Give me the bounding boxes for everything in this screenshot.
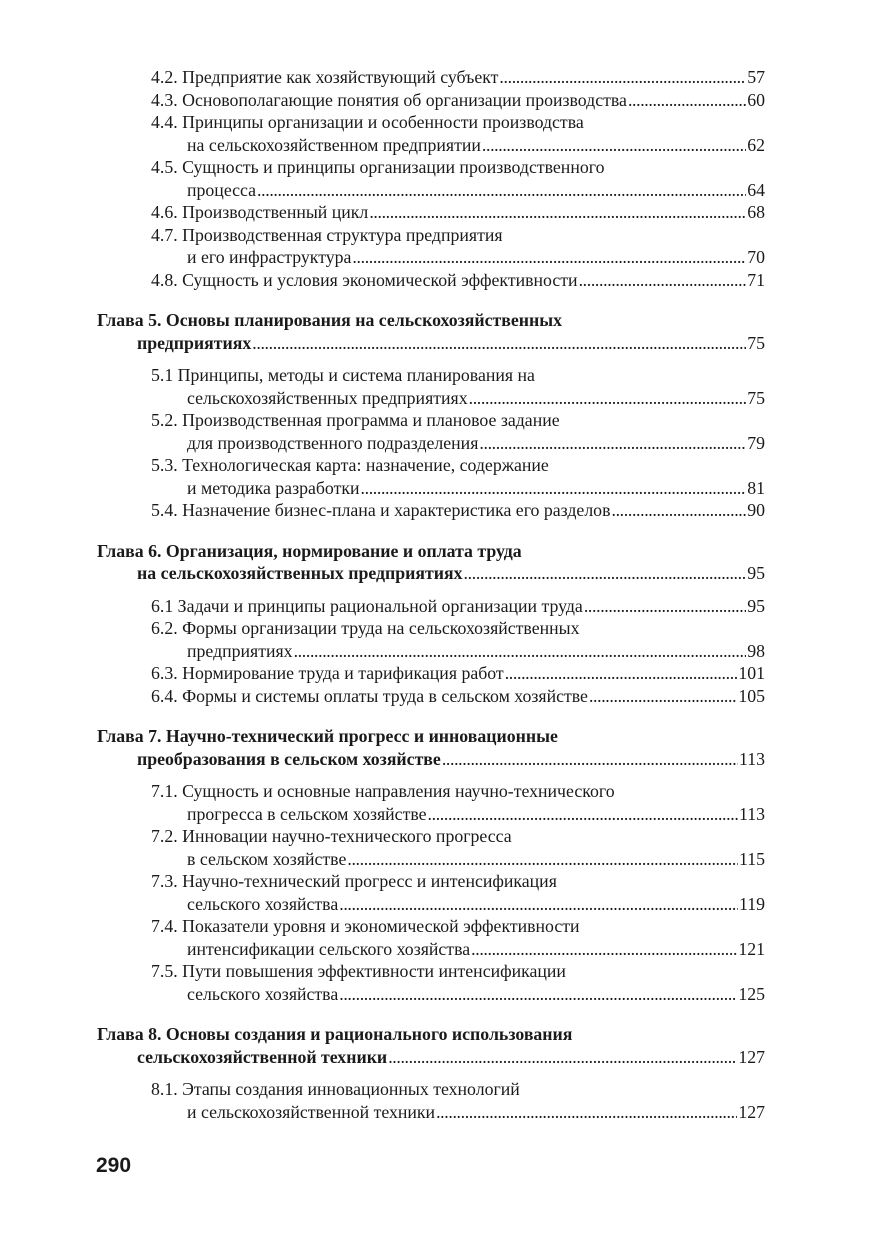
toc-page-number: 125 <box>738 983 765 1004</box>
toc-page-number: 113 <box>738 803 765 824</box>
toc-entry-title: 6.2. Формы организации труда на сельскохозяйственных <box>151 618 580 638</box>
toc-entry-title: Глава 8. Основы создания и рационального использования <box>97 1024 573 1044</box>
toc-entry-line <box>97 915 765 938</box>
toc-chapter-line <box>97 1046 765 1069</box>
dot-leader <box>479 432 746 455</box>
dot-leader <box>339 983 737 1006</box>
page-number: 290 <box>96 1154 132 1177</box>
toc-page-number: 75 <box>747 332 765 353</box>
dot-leader <box>388 1046 737 1069</box>
spacer <box>97 354 765 364</box>
toc-entry-line <box>97 477 765 500</box>
toc-entry-title: 8.1. Этапы создания инновационных технологий <box>151 1079 520 1099</box>
toc-entry-title: предприятиях <box>137 332 252 353</box>
toc-entry-title: процесса <box>187 179 257 200</box>
toc-entry-line <box>97 499 765 522</box>
toc-entry-line <box>97 432 765 455</box>
toc-page-number: 64 <box>747 179 765 200</box>
spacer <box>97 522 765 540</box>
toc-entry-title: 6.4. Формы и системы оплаты труда в сельском хозяйстве <box>151 685 588 706</box>
toc-entry-title: сельского хозяйства <box>187 983 339 1004</box>
toc-page-number: 71 <box>747 269 765 290</box>
dot-leader <box>442 748 738 771</box>
toc-entry-line <box>97 983 765 1006</box>
toc-entry-title: предприятиях <box>187 640 293 661</box>
dot-leader <box>428 803 738 826</box>
toc-page-number: 113 <box>738 748 765 769</box>
dot-leader <box>294 640 747 663</box>
toc-entry-title: Глава 5. Основы планирования на сельскохозяйственных <box>97 310 563 330</box>
toc-entry-title: 4.4. Принципы организации и особенности производства <box>151 112 584 132</box>
toc-chapter-line <box>97 725 765 748</box>
toc-entry-title: 7.2. Инновации научно-технического прогресса <box>151 826 512 846</box>
toc-page-number: 127 <box>738 1046 765 1067</box>
toc-entry-line <box>97 780 765 803</box>
spacer <box>97 1005 765 1023</box>
toc-entry-line <box>97 870 765 893</box>
spacer <box>97 770 765 780</box>
toc-entry-line <box>97 848 765 871</box>
toc-entry-line <box>97 825 765 848</box>
dot-leader <box>628 89 746 112</box>
toc-entry-line <box>97 409 765 432</box>
toc-chapter-line <box>97 1023 765 1046</box>
dot-leader <box>252 332 746 355</box>
toc-entry-title: в сельском хозяйстве <box>187 848 347 869</box>
dot-leader <box>257 179 746 202</box>
toc-entry-title: сельского хозяйства <box>187 893 339 914</box>
toc-page-number: 95 <box>747 595 765 616</box>
toc-page-number: 119 <box>738 893 765 914</box>
toc-entry-line <box>97 662 765 685</box>
toc-entry-title: для производственного подразделения <box>187 432 479 453</box>
toc-entry-title: 4.3. Основополагающие понятия об организации производства <box>151 89 627 110</box>
toc-page-number: 62 <box>747 134 765 155</box>
toc-page-number: 98 <box>747 640 765 661</box>
dot-leader <box>436 1101 737 1124</box>
toc-entry-line <box>97 364 765 387</box>
dot-leader <box>589 685 737 708</box>
toc-entry-title: на сельскохозяйственных предприятиях <box>137 563 463 583</box>
toc-page-number: 90 <box>747 500 765 520</box>
toc-entry-line <box>97 66 765 89</box>
toc-entry-line <box>97 803 765 826</box>
toc-entry-title: 7.3. Научно-технический прогресс и интенсификация <box>151 871 557 891</box>
spacer <box>97 1068 765 1078</box>
toc-entry-line <box>97 893 765 916</box>
toc-entry-line <box>97 89 765 112</box>
table-of-contents <box>97 66 765 1123</box>
toc-page-number: 121 <box>738 938 765 959</box>
dot-leader <box>505 662 738 685</box>
toc-entry-title: на сельскохозяйственном предприятии <box>187 134 481 155</box>
dot-leader <box>347 848 738 871</box>
toc-entry-title: 4.7. Производственная структура предприятия <box>151 224 503 245</box>
toc-entry-title: 6.1 Задачи и принципы рациональной организации труда <box>151 595 583 616</box>
spacer <box>97 707 765 725</box>
toc-page-number: 57 <box>747 67 765 87</box>
dot-leader <box>579 269 747 292</box>
toc-page-number: 115 <box>738 848 765 869</box>
toc-entry-title: 6.3. Нормирование труда и тарификация работ <box>151 663 504 683</box>
toc-entry-title: 4.8. Сущность и условия экономической эффективности <box>151 269 578 290</box>
toc-entry-title: 7.1. Сущность и основные направления научно-технического <box>151 781 615 801</box>
toc-entry-title: и сельскохозяйственной техники <box>187 1101 436 1122</box>
dot-leader <box>361 477 747 500</box>
toc-chapter-line <box>97 562 765 585</box>
spacer <box>97 291 765 309</box>
toc-page-number: 75 <box>747 387 765 408</box>
dot-leader <box>464 562 747 585</box>
toc-entry-title: Глава 7. Научно-технический прогресс и инновационные <box>97 726 558 746</box>
toc-entry-title: сельскохозяйственных предприятиях <box>187 387 468 408</box>
toc-entry-title: 7.4. Показатели уровня и экономической эффективности <box>151 916 580 936</box>
toc-entry-line <box>97 387 765 410</box>
toc-entry-line <box>97 617 765 640</box>
toc-entry-title: и методика разработки <box>187 477 360 498</box>
dot-leader <box>499 66 746 89</box>
toc-entry-line <box>97 640 765 663</box>
toc-entry-line <box>97 938 765 961</box>
spacer <box>97 585 765 595</box>
toc-page-number: 127 <box>738 1101 765 1122</box>
toc-page-number: 105 <box>738 685 765 706</box>
toc-entry-line <box>97 246 765 269</box>
toc-entry-line <box>97 111 765 134</box>
toc-entry-title: интенсификации сельского хозяйства <box>187 938 471 959</box>
toc-chapter-line <box>97 540 765 563</box>
dot-leader <box>584 595 746 618</box>
toc-entry-title: и его инфраструктура <box>187 247 352 267</box>
toc-page-number: 101 <box>738 663 765 683</box>
toc-entry-title: 5.2. Производственная программа и плановое задание <box>151 410 560 430</box>
toc-page-number: 81 <box>747 477 765 498</box>
toc-entry-title: 5.3. Технологическая карта: назначение, содержание <box>151 455 549 475</box>
dot-leader <box>339 893 738 916</box>
toc-entry-title: 5.1 Принципы, методы и система планирования на <box>151 365 535 385</box>
toc-entry-line <box>97 685 765 708</box>
toc-chapter-line <box>97 748 765 771</box>
toc-entry-line <box>97 201 765 224</box>
dot-leader <box>611 499 746 522</box>
toc-entry-title: 4.5. Сущность и принципы организации производственного <box>151 157 605 177</box>
dot-leader <box>469 387 747 410</box>
toc-entry-line <box>97 454 765 477</box>
toc-page-number: 70 <box>747 247 765 267</box>
toc-page-number: 68 <box>747 202 765 222</box>
toc-page-number: 60 <box>747 89 765 110</box>
toc-entry-title: 7.5. Пути повышения эффективности интенсификации <box>151 961 566 981</box>
toc-page-number: 95 <box>747 563 765 583</box>
toc-page-number: 79 <box>747 432 765 453</box>
dot-leader <box>352 246 746 269</box>
toc-entry-line <box>97 156 765 179</box>
dot-leader <box>482 134 746 157</box>
toc-entry-line <box>97 269 765 292</box>
toc-chapter-line <box>97 332 765 355</box>
dot-leader <box>471 938 737 961</box>
toc-entry-line <box>97 960 765 983</box>
toc-entry-line <box>97 595 765 618</box>
toc-entry-title: Глава 6. Организация, нормирование и оплата труда <box>97 540 522 561</box>
toc-entry-line <box>97 1101 765 1124</box>
toc-entry-line <box>97 1078 765 1101</box>
toc-entry-line <box>97 179 765 202</box>
toc-entry-line <box>97 224 765 247</box>
toc-entry-title: преобразования в сельском хозяйстве <box>137 748 441 769</box>
toc-entry-title: прогресса в сельском хозяйстве <box>187 803 427 824</box>
toc-entry-line <box>97 134 765 157</box>
toc-entry-title: 4.6. Производственный цикл <box>151 202 369 222</box>
toc-entry-title: сельскохозяйственной техники <box>137 1046 388 1067</box>
toc-entry-title: 5.4. Назначение бизнес-плана и характеристика его разделов <box>151 500 611 520</box>
toc-chapter-line <box>97 309 765 332</box>
dot-leader <box>369 201 746 224</box>
toc-entry-title: 4.2. Предприятие как хозяйствующий субъект <box>151 67 499 87</box>
